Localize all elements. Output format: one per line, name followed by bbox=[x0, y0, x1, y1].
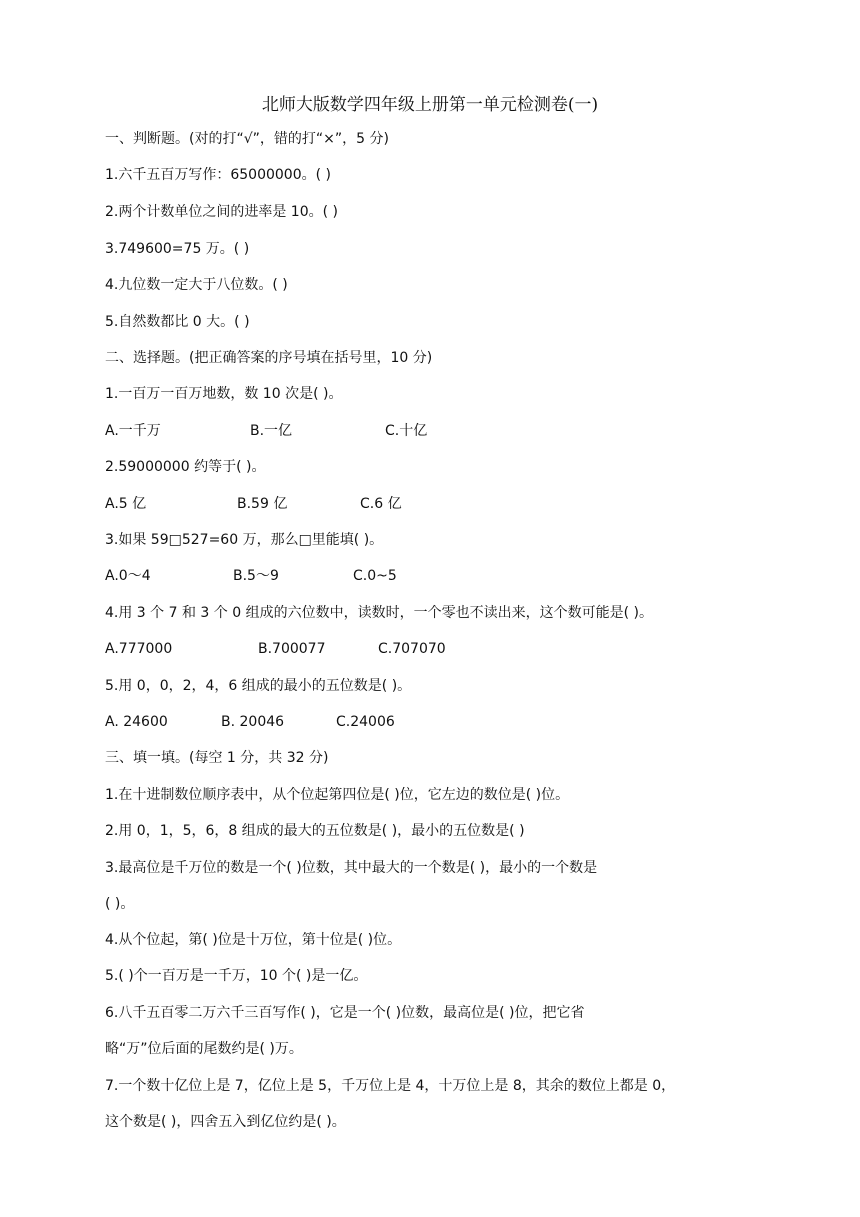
option-a: A.5 亿 bbox=[105, 496, 147, 512]
s1-item-2: 2.两个计数单位之间的进率是 10。( ) bbox=[105, 204, 338, 220]
s3-question-6-line-1: 6.八千五百零二万六千三百写作( )，它是一个( )位数，最高位是( )位，把它省 bbox=[105, 1005, 585, 1021]
option-b: B.5～9 bbox=[233, 568, 279, 584]
page-title: 北师大版数学四年级上册第一单元检测卷(一) bbox=[261, 95, 599, 115]
section-1-header: 一、判断题。(对的打“√”，错的打“×”，5 分) bbox=[105, 131, 389, 147]
s3-question-5: 5.( )个一百万是一千万，10 个( )是一亿。 bbox=[105, 968, 368, 984]
option-b: B.59 亿 bbox=[237, 496, 288, 512]
option-c: C.0~5 bbox=[353, 568, 397, 584]
option-a: A.一千万 bbox=[105, 423, 161, 439]
option-c: C.十亿 bbox=[385, 423, 428, 439]
s1-item-5: 5.自然数都比 0 大。( ) bbox=[105, 314, 250, 330]
option-a: A. 24600 bbox=[105, 714, 168, 730]
option-c: C.6 亿 bbox=[360, 496, 402, 512]
s1-item-1: 1.六千五百万写作：65000000。( ) bbox=[105, 167, 331, 183]
option-a: A.777000 bbox=[105, 641, 173, 657]
option-b: B. 20046 bbox=[221, 714, 285, 730]
option-c: C.24006 bbox=[336, 714, 395, 730]
s1-item-4: 4.九位数一定大于八位数。( ) bbox=[105, 277, 288, 293]
s3-question-2: 2.用 0，1，5，6，8 组成的最大的五位数是( )，最小的五位数是( ) bbox=[105, 823, 525, 839]
s3-question-3-line-2: ( )。 bbox=[105, 896, 135, 912]
s3-question-1: 1.在十进制数位顺序表中，从个位起第四位是( )位，它左边的数位是( )位。 bbox=[105, 787, 570, 803]
s3-question-7-line-2: 这个数是( )，四舍五入到亿位约是( )。 bbox=[105, 1114, 346, 1130]
s3-question-7-line-1: 7.一个数十亿位上是 7，亿位上是 5，千万位上是 4，十万位上是 8，其余的数位上都是 0， bbox=[105, 1078, 676, 1094]
section-2-header: 二、选择题。(把正确答案的序号填在括号里，10 分) bbox=[105, 350, 433, 366]
option-b: B.一亿 bbox=[250, 423, 293, 439]
option-c: C.707070 bbox=[378, 641, 446, 657]
s2-question-3: 3.如果 59□527=60 万，那么□里能填( )。 bbox=[105, 532, 384, 548]
s2-question-2: 2.59000000 约等于( )。 bbox=[105, 459, 266, 475]
option-a: A.0～4 bbox=[105, 568, 151, 584]
s2-question-5: 5.用 0，0，2，4，6 组成的最小的五位数是( )。 bbox=[105, 678, 412, 694]
s3-question-4: 4.从个位起，第( )位是十万位，第十位是( )位。 bbox=[105, 932, 402, 948]
option-b: B.700077 bbox=[258, 641, 326, 657]
s1-item-3: 3.749600=75 万。( ) bbox=[105, 241, 250, 257]
s3-question-6-line-2: 略“万”位后面的尾数约是( )万。 bbox=[105, 1041, 303, 1057]
s2-question-4: 4.用 3 个 7 和 3 个 0 组成的六位数中，读数时，一个零也不读出来，这个数可能是( )。 bbox=[105, 605, 653, 621]
s3-question-3-line-1: 3.最高位是千万位的数是一个( )位数，其中最大的一个数是( )，最小的一个数是 bbox=[105, 860, 598, 876]
s2-question-1: 1.一百万一百万地数，数 10 次是( )。 bbox=[105, 386, 343, 402]
section-3-header: 三、填一填。(每空 1 分，共 32 分) bbox=[105, 750, 329, 766]
